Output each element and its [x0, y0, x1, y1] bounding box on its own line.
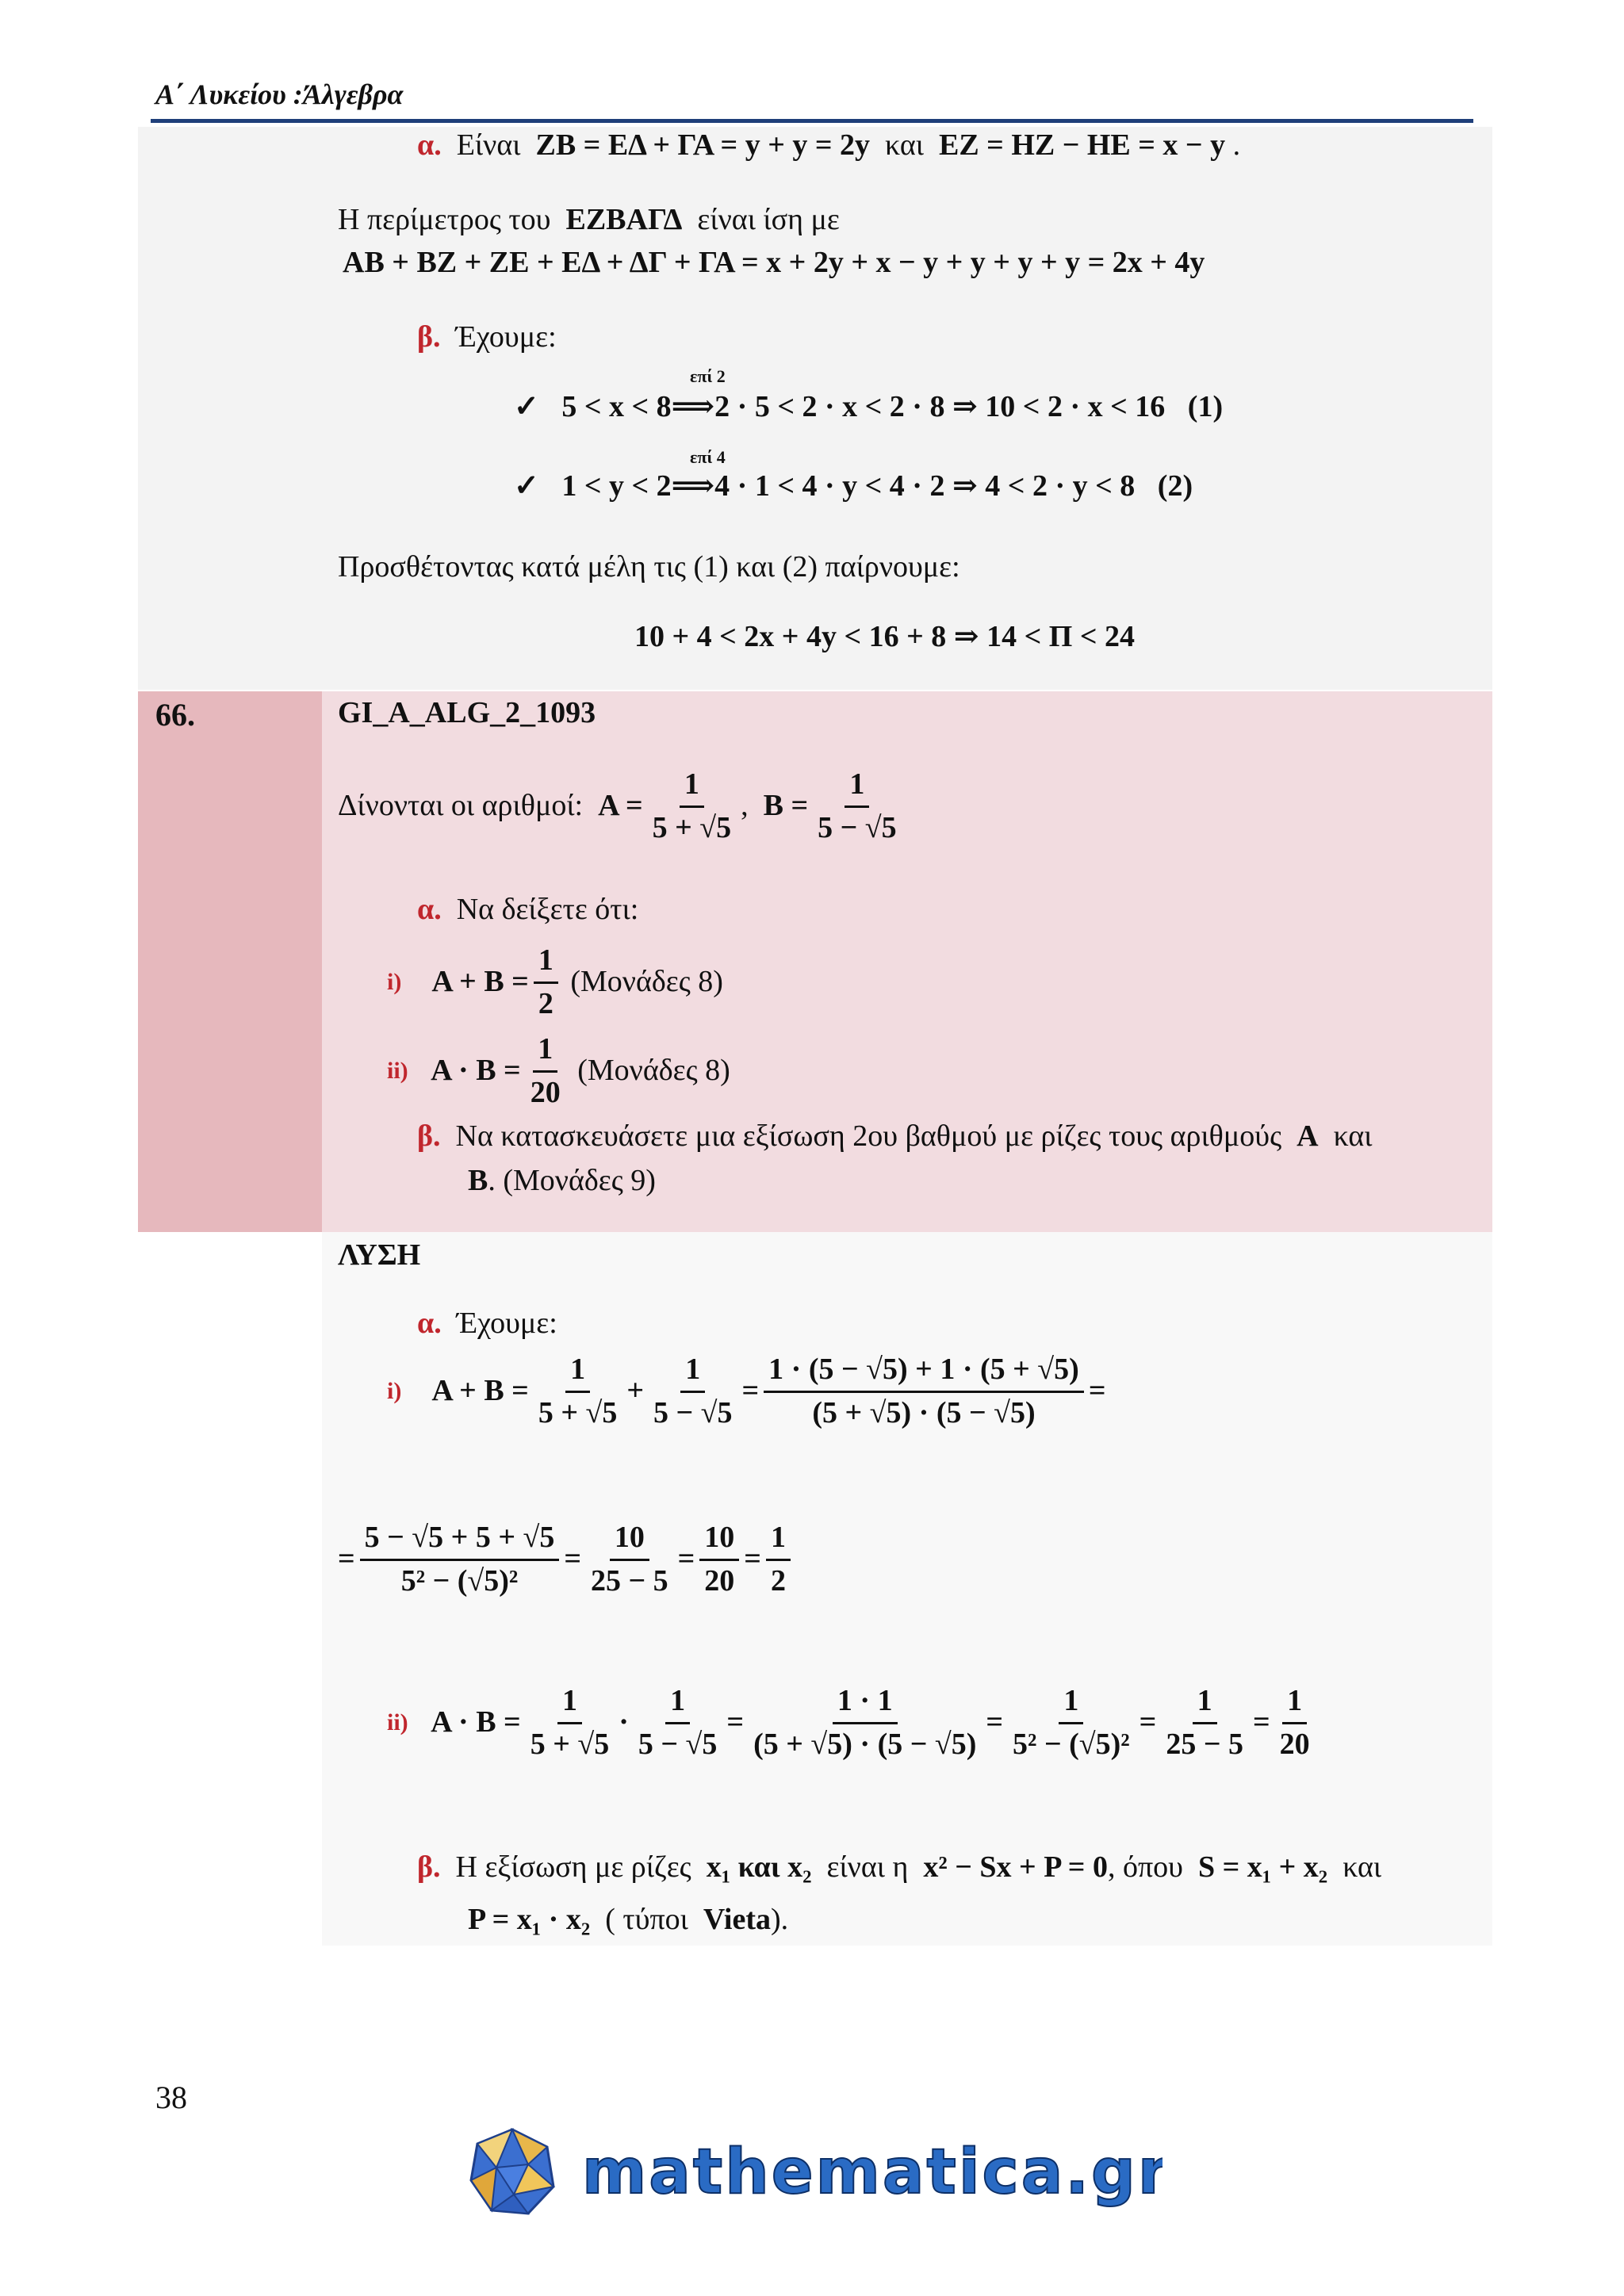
perimeter-text: Η περίμετρος του: [338, 203, 551, 236]
solution-i2-eq2: =: [564, 1542, 581, 1576]
solution-i-eq-end: =: [1088, 1374, 1106, 1408]
problem-part-a-line: [417, 893, 638, 928]
solution-ii-f4-num: 1: [1282, 1684, 1307, 1724]
arrow-label-1: επί 2: [690, 366, 726, 386]
given-A-numerator: 1: [680, 767, 704, 808]
solution-part-a-label: α.: [417, 1307, 442, 1340]
prev-part-a-end: .: [1232, 128, 1241, 162]
arrow-label-2: επί 4: [690, 447, 726, 467]
solution-part-b-roots: x₁ και x₂: [706, 1850, 812, 1884]
solution-i2-frac2-den: 25 − 5: [590, 1563, 668, 1598]
problem-ii-denominator: 20: [530, 1075, 561, 1109]
solution-ii-p1-num: 1: [557, 1684, 582, 1724]
problem-i-label: i): [387, 968, 402, 995]
solution-ii-paren1: [526, 1684, 615, 1762]
given-A-fraction: [648, 767, 737, 845]
solution-ii-frac4: [1275, 1684, 1315, 1762]
solution-ii-p2-den: 5 − √5: [638, 1727, 718, 1761]
solution-ii-paren2: [634, 1684, 722, 1762]
solution-ii-frac3: [1161, 1684, 1248, 1762]
page-number: 38: [155, 2080, 187, 2115]
problem-i-fraction: [534, 943, 558, 1021]
solution-i2-frac4-num: 1: [766, 1521, 791, 1561]
problem-part-b-label: β.: [417, 1119, 441, 1153]
solution-part-b-P: P = x₁ · x₂: [468, 1903, 591, 1936]
given-B-numerator: 1: [845, 767, 869, 808]
inequality-1-start: 5 < x < 8: [561, 390, 672, 423]
problem-part-b-line: [417, 1119, 1373, 1154]
solution-i-frac3-num: 1 · (5 − √5) + 1 · (5 + √5): [764, 1353, 1084, 1393]
implies-arrow-icon: ⟹: [671, 390, 715, 423]
solution-ii-f2-num: 1: [1059, 1684, 1083, 1724]
perimeter-expression: ΑΒ + ΒΖ + ΖΕ + ΕΔ + ΔΓ + ΓΑ = x + 2y + x − y + y + y + y = 2x + 4y: [343, 246, 1205, 279]
solution-ii-label: ii): [387, 1709, 408, 1735]
inequality-line-2: [514, 469, 1193, 504]
solution-i-plus: +: [626, 1374, 644, 1408]
solution-i2-frac3: [699, 1521, 739, 1598]
solution-i2-eq4: =: [744, 1542, 761, 1576]
solution-ii-dot: ·: [619, 1705, 629, 1739]
solution-part-b-text3: , όπου: [1107, 1850, 1183, 1884]
inequality-line-1: [514, 390, 1223, 425]
solution-i2-frac2: [586, 1521, 673, 1598]
solution-ii-p1-den: 5 + √5: [530, 1727, 610, 1761]
problem-part-a-text: Να δείξετε ότι:: [456, 893, 639, 926]
solution-i-frac3-den: (5 + √5) · (5 − √5): [812, 1395, 1036, 1429]
problem-number: 66.: [155, 697, 195, 733]
given-numbers-line: [338, 767, 906, 845]
solution-ii-f2-den: 5² − (√5)²: [1013, 1727, 1130, 1761]
prev-part-a-expr2: ΕΖ = ΗΖ − ΗΕ = x − y: [938, 128, 1226, 162]
solution-ii-f4-den: 20: [1279, 1727, 1310, 1761]
prev-part-b-text: Έχουμε:: [455, 320, 557, 354]
inequality-1-result: 2 · 5 < 2 · x < 2 · 8 ⇒ 10 < 2 · x < 16: [714, 390, 1166, 423]
problem-number-cell: [138, 691, 322, 1232]
problem-part-a-label: α.: [417, 893, 442, 926]
solution-ii-line: ii) Α · Β = $\frac{1}{5 + √5}$ · $\frac{1}{5 - √5}$ = $\frac{1 \cdot 1}{(5 + √5) \cdot (5 - √5)}$ = $\frac{1}{\text{5² − (√5)²}}$ = $\frac{1}{25 - 5}$ = $\frac{1}{20}$: [387, 1684, 1320, 1762]
solution-i-frac1: [534, 1353, 622, 1430]
mathematica-logo: [465, 2125, 1162, 2220]
solution-i-line2: [338, 1521, 795, 1598]
given-text: Δίνονται οι αριθμοί:: [338, 789, 584, 823]
prev-part-b-line: [417, 320, 557, 355]
problem-i-lhs: Α + Β =: [431, 965, 529, 999]
solution-part-a-text: Έχουμε:: [456, 1307, 557, 1340]
problem-ii-line: [387, 1032, 730, 1110]
solution-ii-f1-den: (5 + √5) · (5 − √5): [753, 1727, 977, 1761]
solution-i2-frac1: [360, 1521, 560, 1598]
solution-i-frac2: [649, 1353, 737, 1430]
solution-part-b-S: S = x₁ + x₂: [1197, 1850, 1328, 1884]
solution-ii-frac2: [1008, 1684, 1135, 1762]
problem-part-b-and: και: [1333, 1119, 1373, 1153]
solution-i-line1: [387, 1353, 1105, 1430]
add-text: Προσθέτοντας κατά μέλη τις (1) και (2) παίρνουμε:: [338, 550, 960, 584]
solution-i2-frac1-den: 5² − (√5)²: [400, 1563, 519, 1598]
page-header-title: Α΄ Λυκείου :Άλγεβρα: [155, 78, 404, 110]
problem-part-b-A: Α: [1297, 1119, 1319, 1153]
given-B-lhs: Β =: [763, 789, 809, 823]
given-B-denominator: 5 − √5: [818, 810, 897, 844]
polyhedron-icon: [465, 2125, 1162, 2220]
given-A-denominator: 5 + √5: [652, 810, 732, 844]
inequality-2-tag: (2): [1157, 469, 1193, 503]
solution-part-b-vieta-open: ( τύποι: [605, 1903, 688, 1936]
perimeter-text2: είναι ίση με: [697, 203, 840, 236]
check-icon: ✓: [514, 469, 539, 503]
given-A-lhs: Α =: [598, 789, 643, 823]
logo-text: mathematica.gr: [582, 2137, 1162, 2208]
solution-i-frac1-den: 5 + √5: [538, 1395, 618, 1429]
prev-part-a-and: και: [885, 128, 924, 162]
problem-part-b-text: Να κατασκευάσετε μια εξίσωση 2ου βαθμού με ρίζες τους αριθμούς: [455, 1119, 1282, 1153]
solution-title: ΛΥΣΗ: [338, 1238, 421, 1272]
prev-part-b-label: β.: [417, 320, 441, 354]
solution-part-a-line: [417, 1307, 557, 1341]
header-divider: [151, 119, 1473, 123]
perimeter-bounds: 10 + 4 < 2x + 4y < 16 + 8 ⇒ 14 < Π < 24: [634, 620, 1135, 653]
solution-part-b-line1: [417, 1850, 1381, 1885]
solution-i2-frac4: [766, 1521, 791, 1598]
problem-ii-numerator: 1: [533, 1032, 557, 1073]
solution-part-b-text2: είναι η: [826, 1850, 909, 1884]
problem-ii-fraction: [526, 1032, 565, 1110]
solution-ii-lhs: Α · Β =: [431, 1705, 521, 1739]
prev-part-a-label: α.: [417, 128, 442, 162]
solution-part-b-and: και: [1342, 1850, 1382, 1884]
given-B-fraction: [813, 767, 902, 845]
problem-ii-marks: (Μονάδες 8): [577, 1054, 730, 1088]
problem-i-numerator: 1: [534, 943, 558, 984]
inequality-2-result: 4 · 1 < 4 · y < 4 · 2 ⇒ 4 < 2 · y < 8: [714, 469, 1136, 503]
problem-i-line: [387, 943, 723, 1021]
implies-arrow-icon: ⟹: [671, 469, 715, 503]
problem-part-b-B: Β: [468, 1164, 488, 1197]
solution-i2-frac3-num: 10: [699, 1521, 739, 1561]
solution-ii-frac1: [749, 1684, 981, 1762]
solution-part-b-line2: [468, 1903, 788, 1938]
check-icon: ✓: [514, 390, 539, 423]
prev-part-a-text: Είναι: [456, 128, 521, 162]
solution-i-frac2-num: 1: [680, 1353, 705, 1393]
problem-ii-lhs: Α · Β =: [431, 1054, 521, 1088]
solution-i-lhs: Α + Β =: [431, 1374, 529, 1408]
solution-ii-f1-num: 1 · 1: [833, 1684, 898, 1724]
problem-ii-label: ii): [387, 1057, 408, 1084]
solution-i2-eq: =: [338, 1542, 355, 1576]
solution-ii-p2-num: 1: [665, 1684, 690, 1724]
given-comma: ,: [741, 789, 749, 823]
solution-i2-frac4-den: 2: [770, 1563, 786, 1598]
solution-i-eq: =: [741, 1374, 760, 1408]
problem-part-b-line2: [468, 1164, 656, 1199]
solution-i2-frac3-den: 20: [704, 1563, 735, 1598]
problem-i-denominator: 2: [538, 986, 553, 1020]
solution-i-frac3: [764, 1353, 1084, 1430]
solution-i-frac1-num: 1: [565, 1353, 590, 1393]
solution-ii-f3-num: 1: [1193, 1684, 1217, 1724]
perimeter-text-line: [338, 203, 840, 238]
problem-code: GI_A_ALG_2_1093: [338, 696, 596, 729]
inequality-1-tag: (1): [1187, 390, 1224, 423]
solution-i2-frac1-num: 5 − √5 + 5 + √5: [360, 1521, 560, 1561]
problem-part-b-marks: . (Μονάδες 9): [488, 1164, 656, 1197]
solution-part-b-label: β.: [417, 1850, 441, 1884]
solution-part-b-equation: x² − Sx + P = 0: [923, 1850, 1108, 1884]
perimeter-shape-name: ΕΖΒΑΓΔ: [565, 203, 683, 236]
solution-part-b-vieta: Vieta: [703, 1903, 772, 1936]
inequality-2-start: 1 < y < 2: [561, 469, 672, 503]
solution-i-frac2-den: 5 − √5: [653, 1395, 733, 1429]
solution-i2-frac2-num: 10: [610, 1521, 649, 1561]
solution-part-b-vieta-close: ).: [771, 1903, 789, 1936]
solution-ii-f3-den: 25 − 5: [1166, 1727, 1243, 1761]
solution-i-label: i): [387, 1377, 402, 1404]
prev-part-a-expr1: ΖΒ = ΕΔ + ΓΑ = y + y = 2y: [535, 128, 871, 162]
problem-i-marks: (Μονάδες 8): [570, 965, 723, 999]
prev-part-a-line: [417, 128, 1240, 163]
solution-part-b-text1: Η εξίσωση με ρίζες: [455, 1850, 691, 1884]
solution-i2-eq3: =: [677, 1542, 695, 1576]
